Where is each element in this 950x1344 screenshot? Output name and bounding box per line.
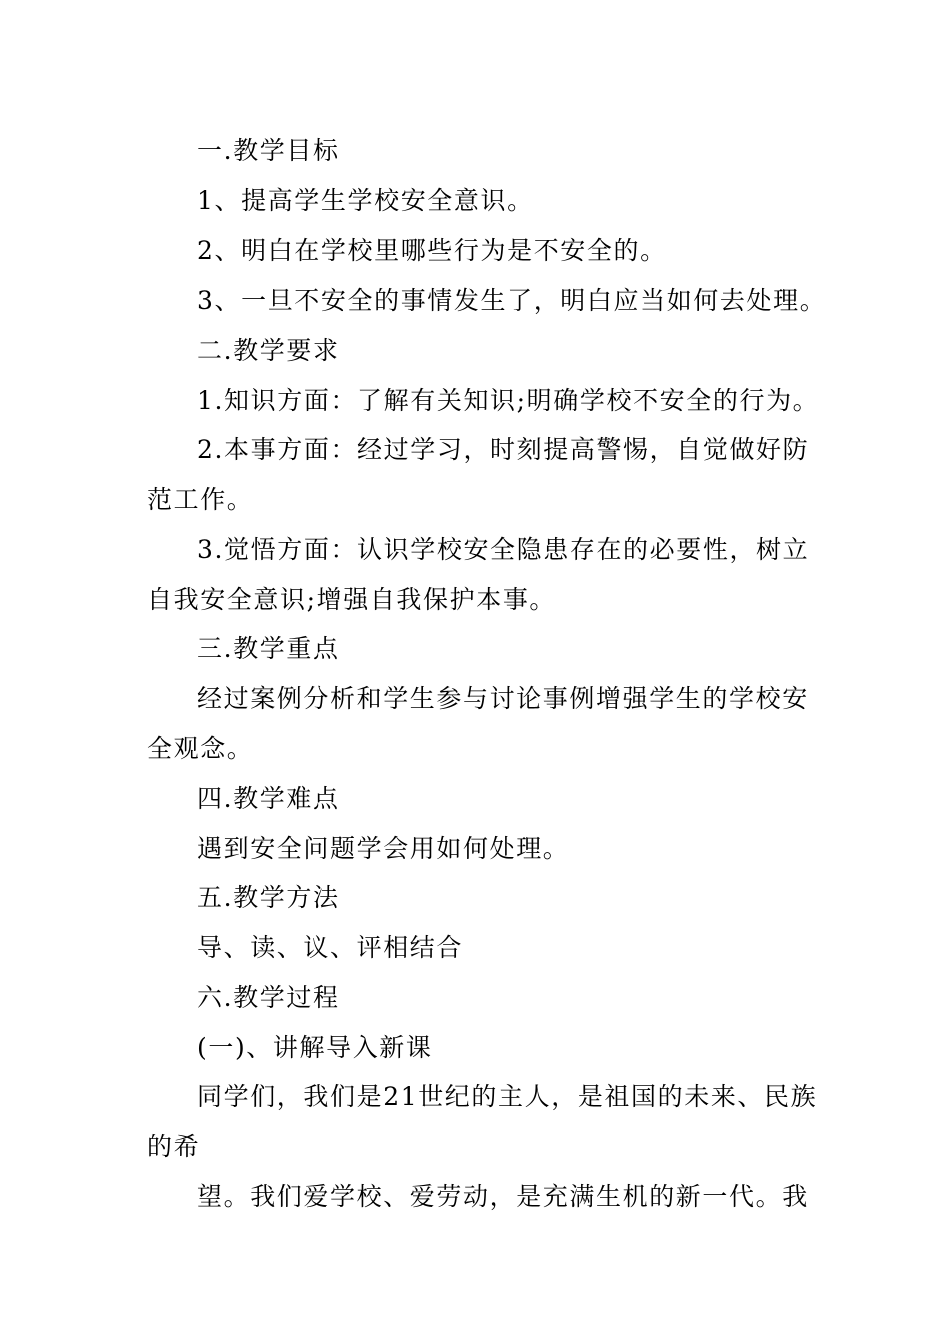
section-heading-difficulties: 四.教学难点 [197,784,340,813]
section-heading-requirements: 二.教学要求 [197,336,340,365]
difficulties-text: 遇到安全问题学会用如何处理。 [197,834,570,863]
requirement-item-2-continued: 范工作。 [147,485,254,514]
process-paragraph-continued: 的希 [147,1132,201,1161]
methods-text: 导、读、议、评相结合 [197,933,464,962]
key-points-text-continued: 全观念。 [147,734,254,763]
section-heading-methods: 五.教学方法 [197,883,340,912]
key-points-text: 经过案例分析和学生参与讨论事例增强学生的学校安 [197,684,809,713]
requirement-item-3: 3.觉悟方面：认识学校安全隐患存在的必要性，树立 [197,535,810,564]
section-heading-key-points: 三.教学重点 [197,634,340,663]
objective-item-3: 3、一旦不安全的事情发生了，明白应当如何去处理。 [197,286,827,315]
objective-item-1: 1、提高学生学校安全意识。 [197,186,534,215]
process-paragraph: 同学们，我们是21世纪的主人，是祖国的未来、民族 [197,1082,818,1111]
section-heading-process: 六.教学过程 [197,983,340,1012]
process-subheading-1: (一)、讲解导入新课 [197,1033,433,1062]
process-paragraph-2: 望。我们爱学校、爱劳动，是充满生机的新一代。我 [197,1182,809,1211]
requirement-item-1: 1.知识方面：了解有关知识;明确学校不安全的行为。 [197,386,820,415]
section-heading-objectives: 一.教学目标 [197,136,340,165]
requirement-item-3-continued: 自我安全意识;增强自我保护本事。 [147,585,557,614]
objective-item-2: 2、明白在学校里哪些行为是不安全的。 [197,236,667,265]
requirement-item-2: 2.本事方面：经过学习，时刻提高警惕，自觉做好防 [197,435,810,464]
